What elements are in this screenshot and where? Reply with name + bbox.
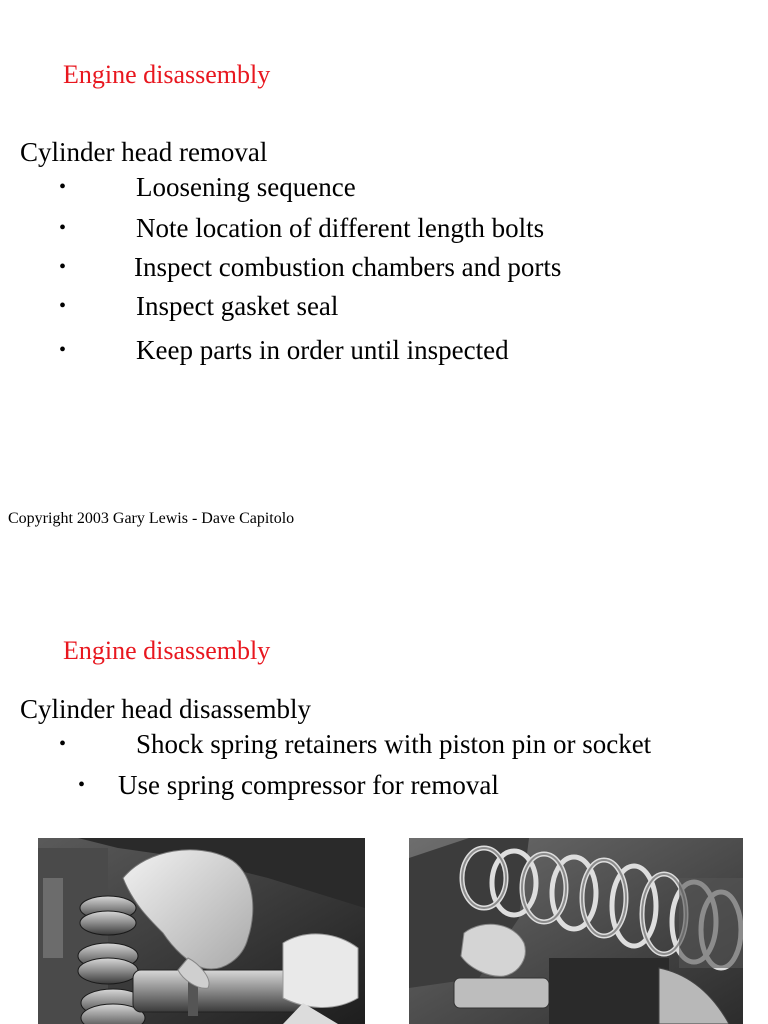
bullet-icon: •: [59, 733, 67, 755]
bullet-text: Shock spring retainers with piston pin or socket: [136, 729, 652, 759]
bullet-icon: •: [59, 256, 67, 278]
bullet-text: Keep parts in order until inspected: [136, 335, 509, 365]
slide2-title: Engine disassembly: [63, 636, 271, 665]
copyright-text: Copyright 2003 Gary Lewis - Dave Capitolo: [8, 510, 295, 527]
spring-compressor-photo: [409, 838, 743, 1024]
bullet-text: Inspect gasket seal: [136, 291, 339, 321]
slide1-heading: Cylinder head removal: [20, 137, 268, 167]
bullet-icon: •: [59, 176, 67, 198]
bullet-icon: •: [78, 774, 86, 796]
bullet-icon: •: [59, 339, 67, 361]
bullet-text: Note location of different length bolts: [136, 213, 545, 243]
bullet-icon: •: [59, 217, 67, 239]
bullet-icon: •: [59, 295, 67, 317]
bullet-text: Use spring compressor for removal: [118, 770, 499, 800]
bullet-text: Inspect combustion chambers and ports: [134, 252, 562, 282]
bullet-text: Loosening sequence: [136, 172, 356, 202]
slide1-title: Engine disassembly: [63, 60, 271, 89]
slide2-heading: Cylinder head disassembly: [20, 694, 311, 724]
hand-with-socket-on-valve-springs-photo: [38, 838, 365, 1024]
